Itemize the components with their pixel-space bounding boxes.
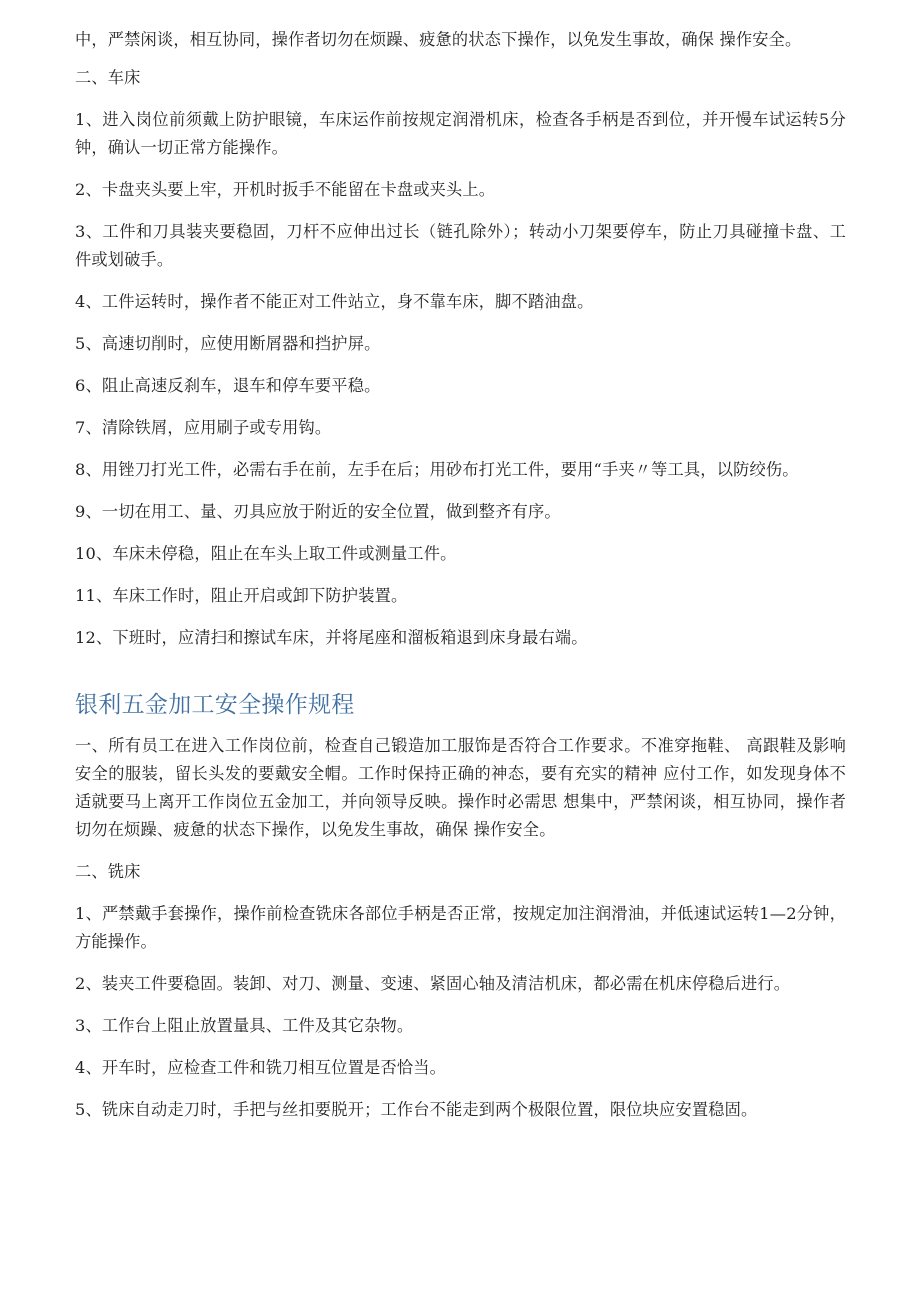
list-item: 6、阻止高速反刹车，退车和停车要平稳。 — [75, 376, 381, 395]
list-item: 1、进入岗位前须戴上防护眼镜，车床运作前按规定润滑机床，检查各手柄是否到位，并开慢车试运转5分钟，确认一切正常方能操作。 — [75, 110, 846, 157]
list-item: 4、工件运转时，操作者不能正对工件站立，身不靠车床，脚不踏油盘。 — [75, 292, 594, 311]
list-item: 10、车床未停稳，阻止在车头上取工件或测量工件。 — [75, 544, 457, 563]
list-item: 11、车床工作时，阻止开启或卸下防护装置。 — [75, 586, 408, 605]
list-item: 7、清除铁屑，应用刷子或专用钩。 — [75, 418, 332, 437]
list-item: 5、高速切削时，应使用断屑器和挡护屏。 — [75, 334, 381, 353]
continuation-paragraph: 中，严禁闲谈，相互协同，操作者切勿在烦躁、疲惫的状态下操作，以免发生事故，确保 操作安全。 — [75, 30, 802, 49]
list-item: 8、用锉刀打光工件，必需右手在前，左手在后；用砂布打光工件，要用“手夹〃等工具，以防绞伤。 — [75, 460, 799, 479]
list-item: 4、开车时，应检查工件和铣刀相互位置是否恰当。 — [75, 1058, 447, 1077]
list-item: 12、下班时，应清扫和擦试车床，并将尾座和溜板箱退到床身最右端。 — [75, 628, 588, 647]
intro-paragraph: 一、所有员工在进入工作岗位前，检查自己锻造加工服饰是否符合工作要求。不准穿拖鞋、 高跟鞋及影响安全的服装，留长头发的要戴安全帽。工作时保持正确的神态，要有充实的精神 应付工作，如发现身体不适就要马上离开工作岗位五金加工，并向领导反映。操作时必需思 想集中，严禁闲谈，相互协同，操作者切勿在烦躁、疲惫的状态下操作，以免发生事故，确保 操作安全。 — [75, 736, 846, 839]
list-item: 2、卡盘夹头要上牢，开机时扳手不能留在卡盘或夹头上。 — [75, 180, 496, 199]
document-title: 银利五金加工安全操作规程 — [75, 692, 355, 718]
list-item: 1、严禁戴手套操作，操作前检查铣床各部位手柄是否正常，按规定加注润滑油，并低速试运转1—2分钟，方能操作。 — [75, 904, 846, 951]
list-item: 9、一切在用工、量、刃具应放于附近的安全位置，做到整齐有序。 — [75, 502, 561, 521]
list-item: 2、装夹工件要稳固。装卸、对刀、测量、变速、紧固心轴及清洁机床，都必需在机床停稳后进行。 — [75, 974, 791, 993]
list-item: 3、工件和刀具装夹要稳固，刀杆不应伸出过长（链孔除外）；转动小刀架要停车，防止刀具碰撞卡盘、工件或划破手。 — [75, 222, 846, 269]
list-item: 5、铣床自动走刀时，手把与丝扣要脱开；工作台不能走到两个极限位置，限位块应安置稳固。 — [75, 1100, 758, 1119]
section-heading-milling: 二、铣床 — [75, 862, 141, 881]
section-heading-lathe: 二、车床 — [75, 68, 141, 87]
list-item: 3、工作台上阻止放置量具、工件及其它杂物。 — [75, 1016, 414, 1035]
